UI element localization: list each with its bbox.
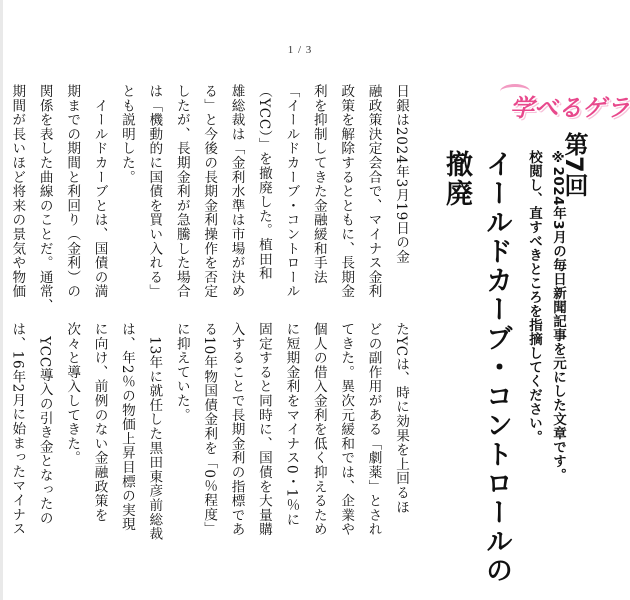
series-logo-text: 学べるゲラ <box>510 94 630 122</box>
article-title: イールドカーブ・コントロールの撤廃 <box>441 150 512 585</box>
series-number: 第7回 <box>560 132 588 197</box>
series-logo <box>494 82 630 134</box>
article-body-bottom: たYCは、時に効果を上回るほ どの副作用がある「劇薬」とされ てきた。異次元緩和では、企業や 個人の借入金利を低く抑えるため に短期金利をマイナス0・1％に 固定すると同時に、国債を大量購 入することで長期金利の指標であ る10年物国債金利を「0％程度」 に抑えていた。 13年に就任した黒田東彦前総裁 は、年2％の物価上昇目標の実現 に向け、前例のない金融政策を 次々と導入してきた。 YCC導入の引き金となったの は、16年2月に始まったマイナス <box>9 322 409 541</box>
article-body-top: 日銀は2024年3月19日の金 融政策決定会合で、マイナス金利 政策を解除するとともに、長期金 利を抑制してきた金融緩和手法 「イールドカーブ・コントロール （YCC）」を撤廃した。植田和 雄総裁は「金利水準は市場が決め る」と今後の長期金利操作を否定 したが、長期金利が急騰した場合 は「機動的に国債を買い入れる」 とも説明した。 イールドカーブとは、国債の満 期までの期間と利回り（金利）の 関係を表した曲線のことだ。通常、 期間が長いほど将来の景気や物価 <box>9 84 409 313</box>
article-note: ※2024年3月の毎日新聞記事を元にした文章です。 校閲し、直すべきところを指摘してください。 <box>526 150 566 482</box>
page-indicator: 1 / 3 <box>287 44 313 56</box>
document-page <box>9 0 630 600</box>
